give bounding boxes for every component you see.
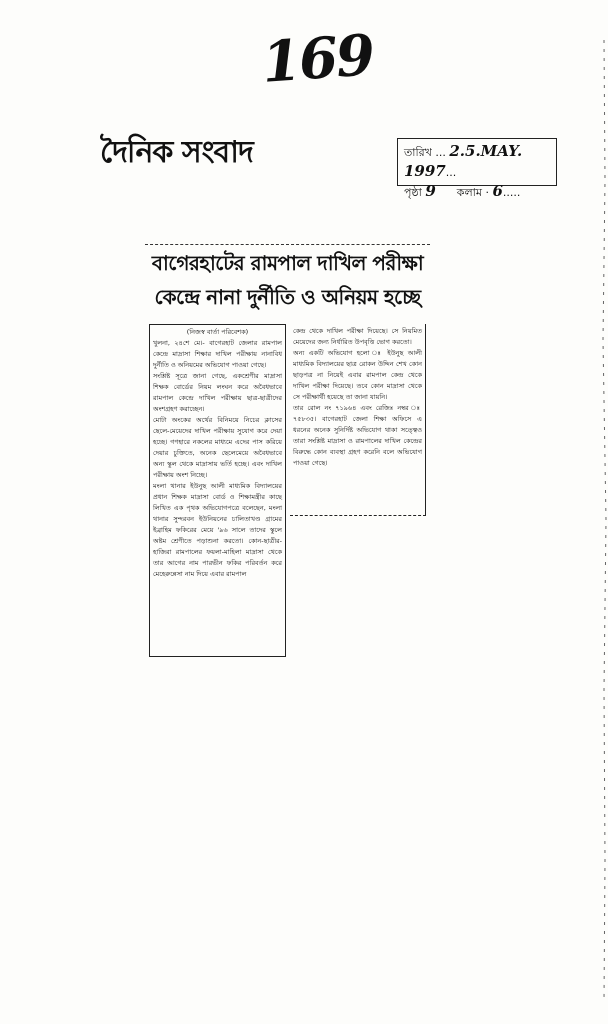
date-stamp	[397, 138, 557, 200]
newspaper-masthead: দৈনিক সংবাদ	[100, 135, 253, 170]
left-paragraph: সংশ্লিষ্ট সূত্রে জানা গেছে, একশ্রেণীর মাদ্রাসা শিক্ষক বোর্ডের নিয়ম লংঘন করে অবৈধভাবে রামপাল কেন্দ্রে দাখিল পরীক্ষায় ছাত্র-ছাত্রীদের অংশগ্রহণ করাচ্ছেন।	[153, 372, 282, 413]
stamp-date-row: তারিখ ... 2.5.MAY. 1997...	[404, 142, 523, 180]
stamp-date-value: 2.5.MAY. 1997	[404, 142, 523, 180]
right-paragraph: তার রোল নং ৭১৯৬৪ এবং রেজিঃ নম্বর ঃ ৭৫৮৩৫। বাগেরহাট জেলা শিক্ষা অফিসে এ ধরনের অনেক সুনির্দিষ্ট অভিযোগ থাকা সত্ত্বেও তারা সংশ্লিষ্ট মাদ্রাসা ও রামপালের দাখিল কেন্দ্রের বিরুদ্ধে কোন ব্যবস্থা গ্রহণ করেনি বলে অভিযোগ পাওয়া গেছে।	[293, 404, 422, 467]
stamp-column-label: কলাম	[456, 186, 482, 199]
newspaper-clipping	[145, 240, 430, 657]
stamp-date-label: তারিখ	[404, 146, 432, 159]
right-paragraph: কেন্দ্র থেকে দাখিল পরীক্ষা দিয়েছে। সে নিয়মিত মেয়েদের জন্য নির্ধারিত উপবৃত্তি ভোগ করতো।	[293, 327, 422, 346]
stamp-page-label: পৃষ্ঠা	[404, 186, 422, 199]
page-edge-scan-artifact	[595, 40, 608, 1000]
article-left-column	[149, 324, 286, 657]
headline-line-1: বাগেরহাটের রামপাল দাখিল পরীক্ষা	[151, 251, 424, 275]
headline-line-2: কেন্দ্রে নানা দুর্নীতি ও অনিয়ম হচ্ছে	[154, 285, 421, 309]
stamp-page-value: 9	[425, 182, 436, 200]
article-headline	[145, 246, 430, 314]
right-paragraph: অন্য একটি অভিযোগ হলো ঃ ইউনুছ আলী মাধ্যমিক বিদ্যালয়ের ছাত্র রোকন উদ্দিন শেখ কোন ছাড়পত্র না নিয়েই এবার রামপাল কেন্দ্র থেকে দাখিল পরীক্ষা দিয়েছে। তবে কোন মাদ্রাসা থেকে সে পরীক্ষার্থী হয়েছে তা জানা যায়নি।	[293, 349, 422, 401]
left-paragraph: মংলা থানার ইউনুছ আলী মাধ্যমিক বিদ্যালয়ের প্রধান শিক্ষক মাদ্রাসা বোর্ড ও শিক্ষামন্ত্রীর কাছে লিখিত এক পৃথক অভিযোগপত্রে বলেছেন, মংলা থানার সুন্দরবন ইউনিয়নের চালিতাখণ্ড গ্রামের ইব্রাহিম ফকিরের মেয়ে '৯৬ সালে তাদের স্কুলে অষ্টম শ্রেণীতে পড়াশুনা করতো। কোন-ছাত্রীর-হাজিরা রামপালের ফয়লা-মাহিলা মাদ্রাসা থেকে তার আগের নাম পারভীন ফকির পরিবর্তন করে মেহেরুন্নেসা নাম দিয়ে এবার রামপাল	[153, 482, 282, 578]
article-right-column	[290, 324, 426, 516]
handwritten-page-number: 169	[259, 22, 376, 96]
article-byline: (নিজস্ব বার্তা পরিবেশক)	[186, 328, 249, 336]
left-paragraph: খুলনা, ২৪শে মে।- বাগেরহাট জেলার রামপাল কেন্দ্রে মাদ্রাসা শিক্ষার দাখিল পরীক্ষায় নানাবিধ দুর্নীতি ও অনিয়মের অভিযোগ পাওয়া গেছে।	[153, 339, 282, 369]
left-paragraph: মোটা অংকের অর্থের বিনিময়ে নিচের ক্লাসের ছেলে-মেয়েদের দাখিল পরীক্ষায় সুযোগ করে দেয়া হচ্ছে। গণহারে নকলের মাধ্যমে এদের পাস করিয়ে দেয়ার চুক্তিতে, অনেক ছেলেমেয়ে অবৈধভাবে অন্য স্কুল থেকে মাদ্রাসায় ভর্তি হচ্ছে। এবং দাখিল পরীক্ষায় অংশ নিচ্ছে।	[153, 416, 282, 479]
stamp-page-row: পৃষ্ঠা 9 কলাম · 6.....	[404, 182, 521, 200]
stamp-column-value: 6	[492, 182, 503, 200]
